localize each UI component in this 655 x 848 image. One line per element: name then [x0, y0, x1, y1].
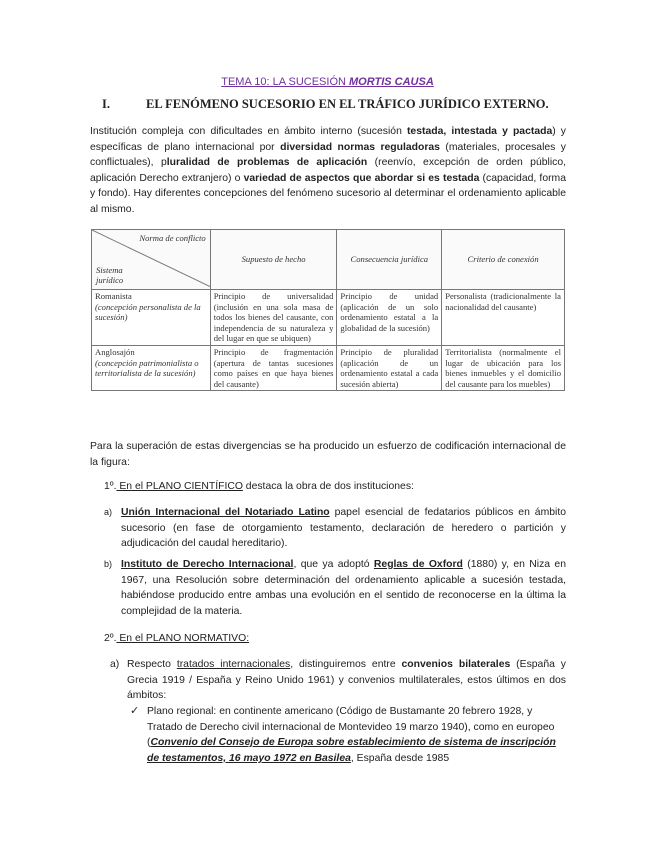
document-title [0, 76, 655, 88]
title-italic: MORTIS CAUSA [349, 76, 434, 88]
table-corner-cell [92, 230, 211, 290]
section-scientific: 1º. En el PLANO CIENTÍFICO destaca la obra de dos instituciones: [104, 481, 414, 492]
list-marker: a) [104, 507, 113, 517]
intro-paragraph: Institución compleja con dificultades en ámbito interno (sucesión testada, intestada y pactada) y específicas de plano internacional por diversidad normas reguladoras (materiales, procesales y conflictuales), pluralidad de problemas de aplicación (reenvío, excepción de orden público, aplicación Derecho extranjero) o variedad de aspectos que abordar si es testada (capacidad, forma y fondo). Hay diferentes concepciones del fenómeno sucesorio al determinar el ordenamiento aplicable al mismo. [90, 126, 566, 215]
list-item: a) Unión Internacional del Notariado Latino papel esencial de fedatarios públicos en ámbito sucesorio (en fase de otorgamiento testamento, declaración de heredero o partición y adjudicación del caudal hereditario). [104, 507, 566, 550]
after-table-paragraph: Para la superación de estas divergencias se ha producido un esfuerzo de codificación internacional de la figura: [90, 441, 566, 468]
row-consecuencia-cell: Principio de unidad (aplicación de un solo ordenamiento estatal a la globalidad de la sucesión) [337, 290, 442, 346]
sub-list-item: ✓ Plano regional: en continente americano (Código de Bustamante 20 febrero 1928, y Tratado de Derecho civil internacional de Montevideo 19 marzo 1940), como en europeo (Convenio del Consejo de Europa sobre establecimiento de sistema de inscripción de testamentos, 16 mayo 1972 en Basilea, España desde 1985 [130, 705, 556, 764]
table-header-criterio: Criterio de conexión [442, 230, 565, 290]
row-system-cell: Anglosajón (concepción patrimonialista o territorialista de la sucesión) [92, 345, 211, 390]
table-header-row [92, 230, 565, 290]
list-marker: b) [104, 559, 113, 569]
row-supuesto-cell: Principio de fragmentación (apertura de tantas sucesiones como países en que haya bienes del causante) [210, 345, 337, 390]
list-item: b) Instituto de Derecho Internacional, que ya adoptó Reglas de Oxford (1880) y, en Niza en 1967, una Resolución sobre determinación del ordenamiento aplicable a sucesión testada, habiéndose producido entre ambas una evolución en el sentido de reconocerse en la última la complejidad de la materia. [104, 559, 566, 617]
corner-top-label: Norma de conflicto [139, 233, 206, 243]
heading-text: EL FENÓMENO SUCESORIO EN EL TRÁFICO JURÍDICO EXTERNO. [146, 97, 549, 111]
row-criterio-cell: Personalista (tradicionalmente la nacionalidad del causante) [442, 290, 565, 346]
row-supuesto-cell: Principio de universalidad (inclusión en una sola masa de todos los bienes del causante, con independencia de su naturaleza y del lugar en que se ubiquen) [210, 290, 337, 346]
list-marker: a) [110, 659, 120, 670]
list-item: a) Respecto tratados internacionales, distinguiremos entre convenios bilaterales (España y Grecia 1919 / España y Reino Unido 1961) y convenios multilaterales, estos últimos en dos ámbitos: [110, 659, 566, 702]
title-prefix: TEMA 10: LA SUCESIÓN [221, 76, 350, 88]
heading-number: I. [102, 97, 110, 111]
row-system-cell: Romanista (concepción personalista de la sucesión) [92, 290, 211, 346]
row-criterio-cell: Territorialista (normalmente el lugar de ubicación para los bienes inmuebles y el domicilio del causante para los muebles) [442, 345, 565, 390]
section-normative: 2º. En el PLANO NORMATIVO: [104, 633, 250, 644]
checkmark-icon: ✓ [130, 705, 140, 717]
table-row [92, 290, 565, 346]
section-heading [102, 97, 549, 112]
row-consecuencia-cell: Principio de pluralidad (aplicación de un ordenamiento estatal a cada sucesión abierta) [337, 345, 442, 390]
corner-bottom-label: Sistema jurídico [96, 264, 124, 286]
conflict-systems-table [91, 229, 565, 391]
table-row [92, 345, 565, 390]
table-header-consecuencia: Consecuencia jurídica [337, 230, 442, 290]
table-header-supuesto: Supuesto de hecho [210, 230, 337, 290]
